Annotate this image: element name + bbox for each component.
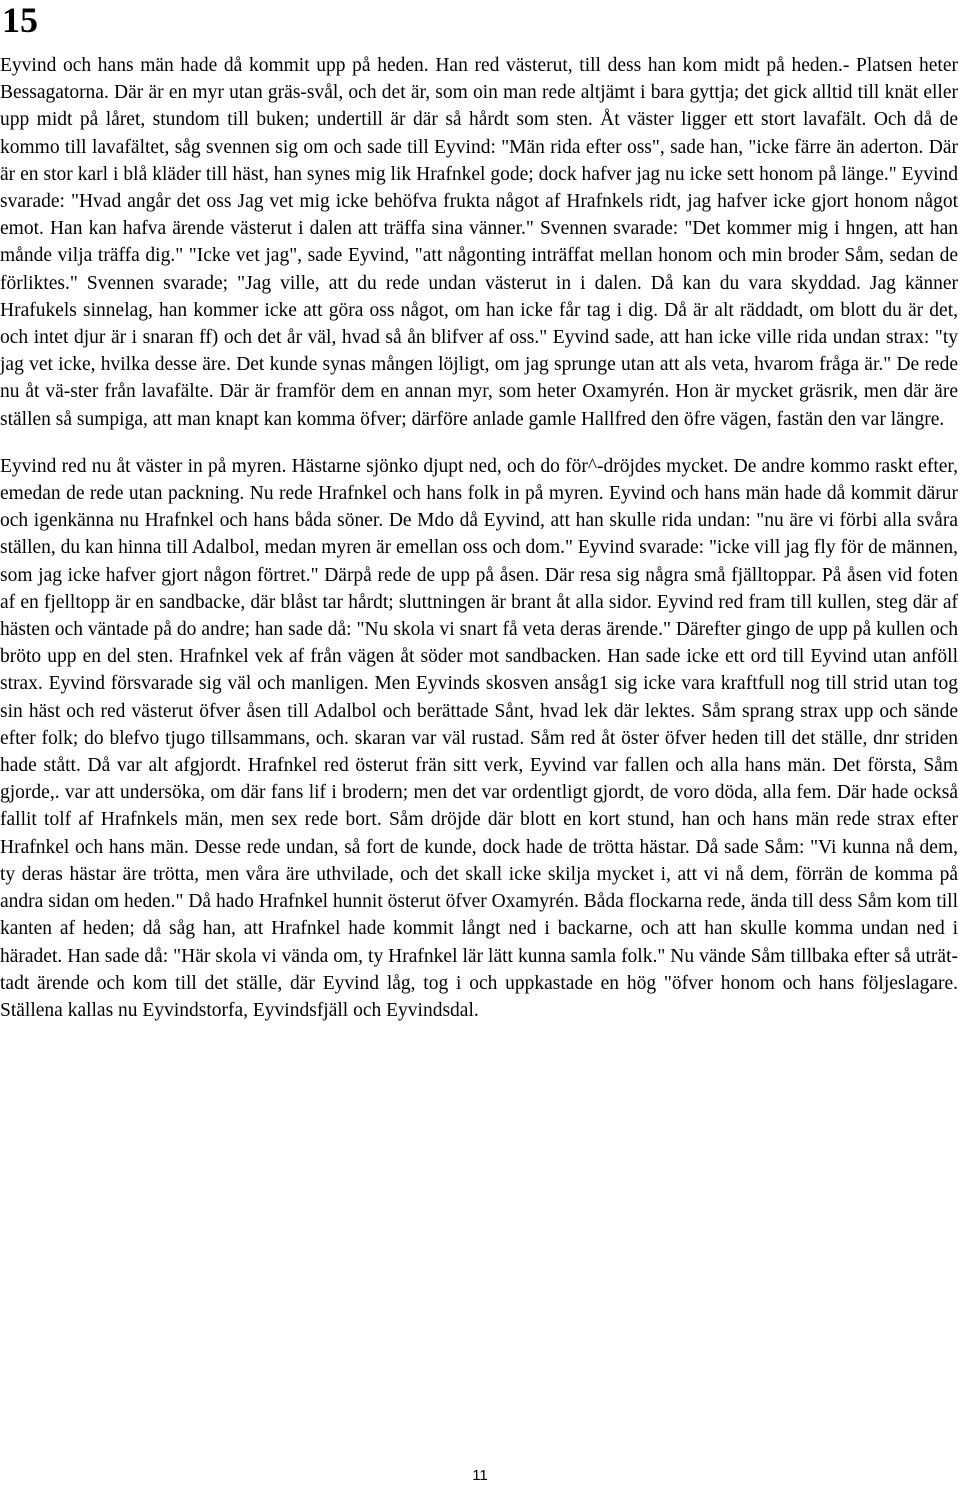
paragraph: Eyvind och hans män hade då kommit upp på heden. Han red västerut, till dess han kom midt på heden.- Platsen heter Bessagatorna. Där är en myr utan gräs-svål, och det är, som oin man rede altjämt i bara gyttja; det gick alltid till knät eller upp midt på låret, stundom till buken; undertill är där så hårdt som sten. Åt väster ligger ett stort lavafält. Och då de kommo till lavafältet, såg svennen sig om och sade till Eyvind: "Män rida efter oss", sade han, "icke färre än aderton. Där är en stor karl i blå kläder till häst, han synes mig lik Hrafnkel gode; dock hafver jag nu icke sett honom på länge." Eyvind svarade: "Hvad angår det oss Jag vet mig icke behöfva frukta något af Hrafnkels ridt, jag hafver icke gjort honom något emot. Han kan hafva ärende västerut i dalen att träffa sina vänner." Svennen svarade: "Det kommer mig i hngen, att han månde vilja träffa dig." "Icke vet jag", sade Eyvind, "att någonting inträffat mellan honom och min broder Såm, sedan de förliktes." Svennen svarade; "Jag ville, att du rede undan västerut in i dalen. Då kan du vara skyddad. Jag känner Hrafukels sinnelag, han kommer icke att göra oss något, om han icke får tag i dig. Då är alt räddadt, om blott du är det, och intet djur är i snaran ff) och det år väl, hvad så ån blifver af oss." Eyvind sade, att han icke ville rida undan strax: "ty jag vet icke, hvilka desse äre. Det kunde synas mången löjligt, om jag sprunge utan att als veta, hvarom fråga är." De rede nu åt vä-ster från lavafälte. Där är framför dem en annan myr, som heter Oxamyrén. Hon är mycket gräsrik, men där äre ställen så sumpiga, att man knapt kan komma öfver; därföre anlade gamle Hallfred den öfre vägen, fastän den var längre. bbox=[0, 55, 958, 430]
page-number: 11 bbox=[472, 1467, 488, 1484]
chapter-body bbox=[0, 52, 958, 1024]
chapter-number: 15 bbox=[2, 0, 38, 40]
paragraph: Eyvind red nu åt väster in på myren. Hästarne sjönko djupt ned, och do för^-dröjdes mycket. De andre kommo raskt efter, emedan de rede utan packning. Nu rede Hrafnkel och hans folk in på myren. Eyvind och hans män hade då kommit därur och igenkänna nu Hrafnkel och hans båda söner. De Mdo då Eyvind, att han skulle rida undan: "nu äre vi förbi alla svåra ställen, du kan hinna till Adalbol, medan myren är emellan oss och dom." Eyvind svarade: "icke vill jag fly för de männen, som jag icke hafver gjort någon förtret." Därpå rede de upp på åsen. Där resa sig några små fjälltoppar. På åsen vid foten af en fjelltopp är en sandbacke, där blåst tar hårdt; sluttningen är brant åt alla sidor. Eyvind red fram till kullen, steg där af hästen och väntade på do andre; han sade då: "Nu skola vi snart få veta deras ärende." Därefter gingo de upp på kullen och bröto upp en del sten. Hrafnkel vek af från vägen åt söder mot sandbacken. Han sade icke ett ord till Eyvind utan anföll strax. Eyvind försvarade sig väl och manligen. Men Eyvinds skosven ansåg1 sig icke vara kraftfull nog till strid utan tog sin häst och red västerut öfver åsen till Adalbol och berättade Sånt, hvad lek där lektes. Såm sprang strax upp och sände efter folk; do blefvo tjugo tillsammans, och. skaran var väl rustad. Såm red åt öster öfver heden till det ställe, dnr striden hade stått. Då var alt afgjordt. Hrafnkel red österut frän sitt verk, Eyvind var fallen och alla hans män. Det första, Såm gjorde,. var att undersöka, om där fans lif i brodern; men det var ordentligt gjordt, de voro döda, alla fem. Där hade också fallit tolf af Hrafnkels män, men sex rede bort. Såm dröjde där blott en kort stund, han och hans män rede strax efter Hrafnkel och hans män. Desse rede undan, så fort de kunde, dock hade de trötta hästar. Då sade Såm: "Vi kunna nå dem, ty deras hästar äre trötta, men våra äre uthvilade, och det skall icke skilja mycket i, att vi nå dem, förrän de komma på andra sidan om heden." Då hado Hrafnkel hunnit österut öfver Oxamyrén. Båda flockarna rede, ända till dess Såm kom till kanten af heden; då såg han, att Hrafnkel hade kommit långt ned i backarne, och att han skulle komma undan ned i häradet. Han sade då: "Här skola vi vända om, ty Hrafnkel lär lätt kunna samla folk." Nu vände Såm tillbaka efter så uträt-tadt ärende och kom till det ställe, där Eyvind låg, tog i och uppkastade en hög "öfver honom och hans följeslagare. Ställena kallas nu Eyvindstorfa, Eyvindsfjäll och Eyvindsdal. bbox=[0, 455, 958, 1021]
